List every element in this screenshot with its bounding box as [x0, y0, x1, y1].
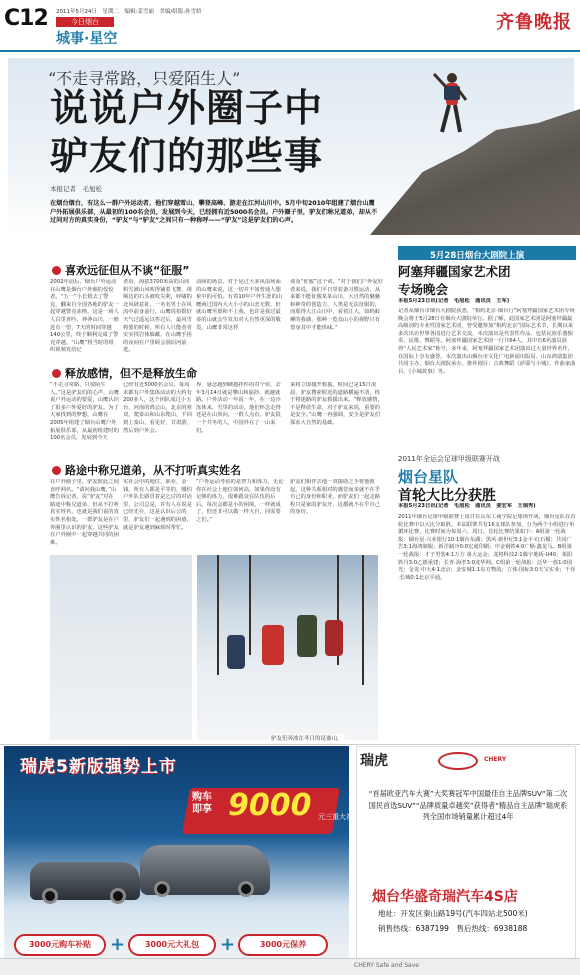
- section1-heading: 喜欢远征但从不谈“征服”: [52, 262, 189, 278]
- section1-col1: 2002年前后，烟台户外运动在山鹰是烟台户外圈的佼佼者。“五一”小长假去了警克，翻来自全国各地的驴友一起穿越警克冰格。这是一场人人白里喜吟，莽莽山川，一睦近有一望，7天的时间穿越140公里，终于顺利完成了警克穿越。“山鹰”将当时的组织视频发给记: [50, 279, 119, 354]
- feature-headline-line1: 说说户外圈子中: [50, 86, 324, 130]
- feature-headline-line2: 驴友们的那些事: [50, 134, 324, 178]
- tree-trunk: [362, 555, 364, 685]
- ad-footer-note: CHERY Safe and Save: [354, 962, 419, 969]
- hiker-figure: [227, 635, 245, 669]
- ad-brand-name: 瑞虎: [360, 753, 388, 769]
- ad-tagline: “首届欧亚汽车大赛”大奖赛冠军中国最佳自主品牌SUV“第二次国民首选SUV”“品牌质量卓越奖”获得者“精品自主品牌”瑞虎系列全国市场销量累计超过4年: [368, 789, 568, 821]
- feature-lead: 在烟台烟台，有这么一群户外运动者，他们穿越雪山、攀登高峰、游走在江河山川中。5月中旬2010年组建了烟台山鹰户外拓展俱乐部，从最初的100名会员，发展到今天，已经拥有近5000名会员。户外圈子里，驴友们称兄道弟，却从不过问对方的真实身份，“驴友”与“驴友”之间只有一种称呼——“驴友”这是驴友们的心声。: [50, 200, 378, 225]
- newspaper-brand-logo: 齐鲁晚报: [496, 12, 572, 33]
- sidebar2-body: 2011年烟台足球甲级联赛上周日在山东工商学院足球场开战，烟台星队在首轮比赛中以大比分取胜。本届联赛共有16支球队参加，分为两个小组进行单循环比赛，比赛时间为每周六、周日。首轮比赛结果如下：A组第一轮战报：烟台星·兴业银行10:1烟台东湖；黑风·新世纪3:1金丰·红石榴；共同广告3:1海鸿制服；新洋制冷0:0宏通印刷；中金钢铁4:0广顺·鑫龙马。B组第一轮战报：才子男装4:1万方·第大运金；龙将科技2:1腾宇地板·U40；莱阳胜丹3:0乙德重建；长青·海孝3:0龙华网。C组第一轮战报：泛华一族1:0国光；金龙·中大4:1北京；金安城1:1东方物流；立体·国标3:0天宝实业；千谷·长城0:1北京平通。: [398, 514, 576, 581]
- sidebar2-kicker: 2011年全运会足球甲级联赛开战: [398, 455, 500, 463]
- snow-photo-left: [50, 555, 192, 740]
- dateline: 2011年5月24日 星期二 编辑:姜雪丽 美编/组版:孙雪娇: [56, 9, 202, 15]
- bullet-icon: [52, 266, 61, 275]
- section1-col4: 谈及“征服”这个词。“对于我们户外爱好者来说，我们平日里装备习惯运动，从来都不能征服某某山川，大自然的魅魅和神奇的创造力，人类是无法征服的，而那得大江山川中，看着江大，如蚂蚁柳的我感，那种一览众山小的视野只有置身其中才能体味。”: [290, 279, 383, 331]
- wheel-icon: [238, 881, 254, 897]
- hiker-figure: [297, 615, 317, 657]
- wheel-icon: [110, 888, 126, 904]
- ad-price-prefix: 购车 即享: [192, 792, 212, 815]
- ad-bonus-2: 3000元大礼包: [128, 934, 216, 956]
- sidebar1-kicker: 5月28日烟台大剧院上演: [430, 251, 525, 261]
- section2-col2: 已经有近5000名会员，每周末都有户外集体活动的大约有200多人，这个团队成过小五台，河南的鸡公山，北京的寒双，爬泰山和山东爬山，不回到上泰山，看见好，甘肃游，然后到户外会。: [123, 382, 192, 434]
- feature-byline: 本报记者 毛旭松: [50, 185, 102, 193]
- section3-col3: “户外运动考验的是智力和体力，无论你在社会上地位如何高，如果你没有足够的体力，很难跟众在队伍的后后。每次会都是小的困境，一样就成了，但还非可以做一样大自，同需要之们。”: [196, 479, 284, 523]
- section3-heading: 路途中称兄道弟，从不打听真实姓名: [52, 462, 241, 478]
- tree-trunk: [217, 555, 219, 675]
- sidebar1-body: 记者从烟台市烟台大剧院获悉，“相约北京·烟台行”阿塞拜疆国家艺术团专场晚会将于5月28日在烟台大剧院举行。据了解，此国家艺术团是阿塞拜疆最高级别的专业性国家艺术团，曾受邀参加“相约北京”国际艺术节，长期以来多次出访世界各国进行艺术交流，本次演出是代表性作品，包括民族乐器独奏、民歌、舞蹈等。阿塞拜疆国家艺术团一行共64人，其中有6名演员获得“人民艺术家”称号，多年来，阿塞拜疆国家艺术团演出过大量世界名作，在国际上享有盛誉。本次演出由烟台市文化广电新闻出版局、山东鸿瑞集团共同主办，烟台大剧院承办。推荐剧目：古典舞蹈《萨耶与小城》、作曲家曲目、《小城故事》等。: [398, 308, 576, 375]
- sidebar2-headline-a: 烟台星队: [398, 468, 459, 486]
- section1-col2: 者看，海拔3700米高的山间积雪被山风吹得铺着飞舞，视频边的石头被吹尖利，呼啸的北风肆意扯，一名名男士在风流中前身前行，山鹰说拍摄好天气过遥远以答过后，最风雪将要的时候，所有人只能者者实实找岩体躲藏，在山鹰手捂的夜间在户里顾会洞泪河前进。: [123, 279, 192, 354]
- section2-col4: 来将立即抛开救援，时间已是15日凌晨，驴友搜索附近的道路横遍不清，终于将迷路的驴友救援出来。“释放感情，不是释放生命，对于驴友来说，重要的是安全。”山鹰一再强调，安全是驴友们探求大自然的基础。: [290, 382, 383, 426]
- hiker-figure: [325, 620, 343, 656]
- ad-brand-en: CHERY: [484, 756, 507, 763]
- hikers-snow-photo: [197, 555, 378, 740]
- car-image: [140, 845, 270, 895]
- dealer-phone: 销售热线：6387199 售后热线：6938188: [378, 924, 528, 933]
- ad-footer-bar: [0, 958, 580, 975]
- feature-kicker: “不走寻常路，只爱陌生人”: [48, 69, 241, 88]
- masthead-divider: [0, 50, 580, 52]
- section2-col3: 界，悬念越到硬越拌件的对个侯，去年3月14日就是攀山和崩抄，就越就路。户外活动一年说一年，在一边冷冻体来，雪里的活动，他们怀念走得还是在山顶向，一群人点有，驴友很一个共冬的人，中国外在了一山来们。: [196, 382, 281, 434]
- section3-col2: 实社会中的地位，职业，金钱，所有人都是平等的，哪怕户外队长路冒着是乞讨的对话里，公司总是，许有人在说是已经先在，这是认识后公的里，驴友们一起遇到的困惑，就是驴友遇到麻烦时帮忙。: [123, 479, 192, 531]
- plus-icon: +: [220, 934, 236, 955]
- page-number: C12: [4, 6, 48, 31]
- hiker-figure: [262, 625, 284, 665]
- ad-price-suffix: 元三重大礼: [318, 813, 353, 821]
- sidebar1-headline-a: 阿塞拜疆国家艺术团: [398, 264, 511, 279]
- section3-col4: 驴友们相伴去地一双援助之手将他救起，这种关系相对的感觉而多就不在乎自己的身份和职业，而驴友们一起走路程只是家的驴友开，这都就不在乎自己的身份。: [290, 479, 381, 516]
- plus-icon: +: [110, 934, 126, 955]
- ad-bonus-1: 3000元购车补贴: [14, 934, 106, 956]
- bullet-icon: [52, 369, 61, 378]
- tree-trunk: [249, 555, 251, 655]
- ad-right-panel: [356, 746, 576, 970]
- climber-image: [430, 70, 470, 140]
- bullet-icon: [52, 466, 61, 475]
- section-tag: 今日烟台: [56, 17, 114, 27]
- section2-heading: 释放感情，但不是释放生命: [52, 365, 197, 381]
- chery-logo-icon: [438, 752, 478, 770]
- section1-col3: 动顾的场景，对于见过大多风浪场面的山鹰来说，这一切并不如普通人想象中的可怕。有着10年户外生涯的山鹰两过国内大大小小的山峦无数，但就山鹰至愿和不上我，也许是我过最多的山就会生发出对大自然更深的敬畏，山鹰非常这样: [196, 279, 283, 331]
- sidebar2-headline-b: 首轮大比分获胜: [398, 488, 496, 504]
- section2-col1: “不走寻常路，只要陌生人。”这是驴友们的心声，山鹰说户外运动的要爱，山鹰认识了很多户外爱好的驴友。为了大家找到的梦想，山鹰在2005年组建了烟台山鹰户外拓展俱乐部，从最初组建时的100名会员，发展到今天: [50, 382, 119, 442]
- ad-title: 瑞虎5新版强势上市: [20, 757, 177, 777]
- ad-price-value: 9000: [228, 788, 312, 823]
- dealer-address: 地址：开发区秦山路19号(汽车四站北500米): [378, 909, 528, 918]
- sidebar1-byline: 本报5月23日讯(记者 毛旭松 通讯员 王军): [398, 298, 510, 304]
- car-image: [30, 862, 140, 900]
- section-title: 城事·星空: [56, 31, 118, 47]
- ad-bonus-3: 3000元保养: [238, 934, 328, 956]
- wheel-icon: [42, 888, 58, 904]
- dealer-name: 烟台华盛奇瑞汽车4S店: [372, 889, 518, 905]
- sidebar1-headline-b: 专场晚会: [398, 282, 449, 297]
- wheel-icon: [154, 881, 170, 897]
- section3-col1: 在户外圈子里，驴友彼此之间直呼网名。“请问我山鹰，”山鹰告诉记者，说“驴友”对在路途中称兄道弟，但从不打听真实姓名，也就是我们说的真实姓名相处。一群驴友是在户外圈里认识的驴友，这些驴友在户外圈中一起穿越共同的困难。: [50, 479, 119, 546]
- photo-caption: 驴友们奔波在冬日的昆嵛山。: [271, 736, 343, 742]
- sidebar2-byline: 本报5月23日讯(记者 毛旭松 通讯员 姜宏军 王瑞秀): [398, 503, 536, 509]
